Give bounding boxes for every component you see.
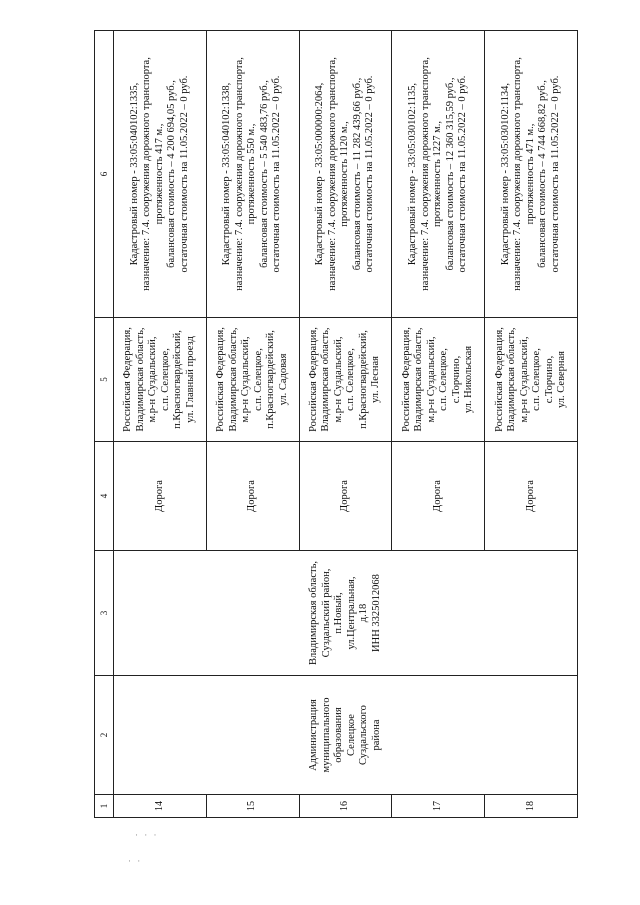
object-details: Кадастровый номер - 33:05:000000:2064, назначение: 7.4. сооружения дорожного транспорта, протяженность 1120 м., балансовая стоимость – 11 282 439,66 руб., остаточная стоимость на 11.05.2022 – 0 руб. (299, 31, 392, 318)
object-type: Дорога (392, 442, 485, 551)
column-header-3: 3 (95, 551, 114, 676)
row-number: 18 (485, 795, 578, 818)
object-details: Кадастровый номер - 33:05:040102:1335, назначение: 7.4. сооружения дорожного транспорта, протяженность 417 м., балансовая стоимость – 4 200 694,05 руб., остаточная стоимость на 11.05.2022 – 0 руб. (114, 31, 207, 318)
column-header-1: 1 (95, 795, 114, 818)
column-number-header-row (95, 31, 114, 818)
object-details: Кадастровый номер - 33:05:040102:1338, назначение: 7.4. сооружения дорожного транспорта, протяженность 550 м., балансовая стоимость – 5 540 483,76 руб., остаточная стоимость на 11.05.2022 – 0 руб. (206, 31, 299, 318)
object-type: Дорога (206, 442, 299, 551)
scan-noise-marks: · · · (135, 830, 159, 840)
table-row (114, 31, 207, 818)
object-type: Дорога (114, 442, 207, 551)
object-type: Дорога (299, 442, 392, 551)
row-number: 16 (299, 795, 392, 818)
object-location: Российская Федерация, Владимирская область, м.р-н Суздальский, с.п. Селецкое, п.Красногвардейский, ул. Лесная (299, 318, 392, 442)
column-header-4: 4 (95, 442, 114, 551)
object-location: Российская Федерация, Владимирская область, м.р-н Суздальский, с.п. Селецкое, п.Красногвардейский, ул. Главный проезд (114, 318, 207, 442)
property-table (94, 30, 578, 818)
column-header-6: 6 (95, 31, 114, 318)
rotated-table-page (94, 30, 578, 818)
row-number: 17 (392, 795, 485, 818)
owner-address: Владимирская область, Суздальский район, п.Новый, ул.Центральная, д.18 ИНН 3325012068 (114, 551, 578, 676)
object-location: Российская Федерация, Владимирская область, м.р-н Суздальский, с.п. Селецкое, с.Торчино, ул. Никольская (392, 318, 485, 442)
owner-name: Администрация муниципального образования Селецкое Суздальского района (114, 676, 578, 795)
object-details: Кадастровый номер - 33:05:030102:1135, назначение: 7.4. сооружения дорожного транспорта, протяженность 1227 м., балансовая стоимость – 12 360 315,59 руб., остаточная стоимость на 11.05.2022 – 0 руб. (392, 31, 485, 318)
object-details: Кадастровый номер - 33:05:030102:1134, назначение: 7.4. сооружения дорожного транспорта, протяженность 471 м., балансовая стоимость – 4 744 668,82 руб., остаточная стоимость на 11.05.2022 – 0 руб. (485, 31, 578, 318)
object-location: Российская Федерация, Владимирская область, м.р-н Суздальский, с.п. Селецкое, п.Красногвардейский, ул. Садовая (206, 318, 299, 442)
row-number: 15 (206, 795, 299, 818)
scan-noise-marks: · · (128, 856, 143, 866)
row-number: 14 (114, 795, 207, 818)
object-location: Российская Федерация, Владимирская область, м.р-н Суздальский, с.п. Селецкое, с.Торчино, ул. Северная (485, 318, 578, 442)
object-type: Дорога (485, 442, 578, 551)
column-header-2: 2 (95, 676, 114, 795)
column-header-5: 5 (95, 318, 114, 442)
